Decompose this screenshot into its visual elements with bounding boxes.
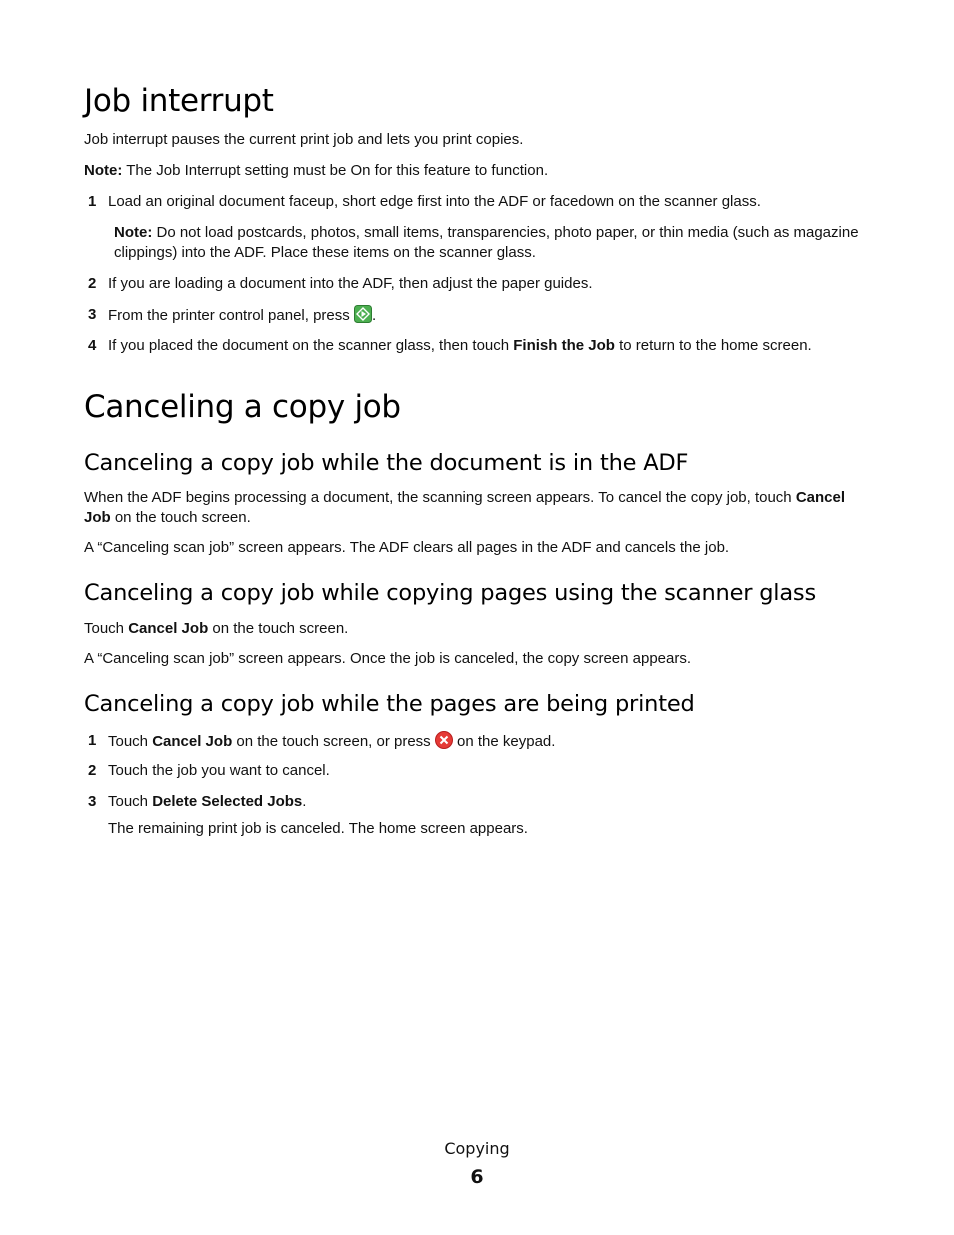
- step-text: [108, 731, 874, 755]
- note-label: Note:: [84, 162, 123, 179]
- note-job-interrupt: [84, 161, 874, 181]
- page-number: 6: [470, 1166, 484, 1188]
- glass-paragraph-1: [84, 619, 874, 639]
- note-text: The Job Interrupt setting must be On for this feature to function.: [122, 162, 549, 179]
- step-text-after: .: [371, 307, 377, 324]
- start-button-icon: [354, 305, 372, 329]
- step-number: 3: [88, 793, 97, 810]
- step-number: 2: [88, 762, 97, 779]
- heading-job-interrupt: Job interrupt: [84, 83, 274, 119]
- cancel-job-label: Cancel Job: [128, 620, 209, 637]
- glass-paragraph-2: A “Canceling scan job” screen appears. Once the job is canceled, the copy screen appears.: [84, 650, 692, 667]
- step-number: 4: [88, 337, 97, 354]
- paragraph-text: Touch: [84, 620, 129, 637]
- step-text: Touch the job you want to cancel.: [108, 762, 330, 779]
- step-number: 1: [88, 193, 97, 210]
- step-number: 3: [88, 306, 97, 323]
- step-text: If you are loading a document into the ADF, then adjust the paper guides.: [108, 275, 593, 292]
- step1-note: [114, 223, 874, 263]
- subheading-adf: Canceling a copy job while the document is in the ADF: [84, 450, 689, 476]
- stop-button-icon: [435, 731, 453, 755]
- step-text-mid: on the touch screen, or press: [232, 733, 435, 750]
- step-text: Load an original document faceup, short edge first into the ADF or facedown on the scanner glass.: [108, 193, 761, 210]
- result-text: The remaining print job is canceled. The home screen appears.: [108, 820, 528, 837]
- cancel-job-label: Cancel Job: [84, 489, 846, 526]
- paragraph-text: on the touch screen.: [208, 620, 349, 637]
- step-text-before: Touch: [108, 793, 153, 810]
- delete-selected-jobs-label: Delete Selected Jobs: [152, 793, 303, 810]
- step-text-after: on the keypad.: [452, 733, 556, 750]
- step-number: 2: [88, 275, 97, 292]
- step-number: 1: [88, 732, 97, 749]
- step-text-after: .: [302, 793, 307, 810]
- cancel-job-label: Cancel Job: [152, 733, 233, 750]
- heading-canceling-copy-job: Canceling a copy job: [84, 389, 401, 425]
- step-text-before: If you placed the document on the scanner glass, then touch: [108, 337, 514, 354]
- adf-paragraph-1: [84, 488, 874, 528]
- step-text-after: to return to the home screen.: [614, 337, 812, 354]
- step-text-before: From the printer control panel, press: [108, 307, 354, 324]
- paragraph-text: When the ADF begins processing a document, the scanning screen appears. To cancel the copy job, touch: [84, 489, 796, 506]
- adf-paragraph-2: A “Canceling scan job” screen appears. The ADF clears all pages in the ADF and cancels the job.: [84, 539, 730, 556]
- step-text: [108, 336, 874, 356]
- step-text-before: Touch: [108, 733, 153, 750]
- subheading-scanner-glass: Canceling a copy job while copying pages using the scanner glass: [84, 580, 816, 606]
- subheading-printing: Canceling a copy job while the pages are being printed: [84, 691, 695, 717]
- footer-section-label: Copying: [444, 1139, 510, 1158]
- note-text: Do not load postcards, photos, small items, transparencies, photo paper, or thin media (such as magazine clippings) into the ADF. Place these items on the scanner glass.: [114, 224, 859, 261]
- step-text: [108, 305, 874, 329]
- finish-the-job-label: Finish the Job: [513, 337, 615, 354]
- intro-text: Job interrupt pauses the current print job and lets you print copies.: [84, 131, 524, 148]
- paragraph-text: on the touch screen.: [110, 509, 251, 526]
- note-label: Note:: [114, 224, 153, 241]
- step-text: [108, 792, 874, 812]
